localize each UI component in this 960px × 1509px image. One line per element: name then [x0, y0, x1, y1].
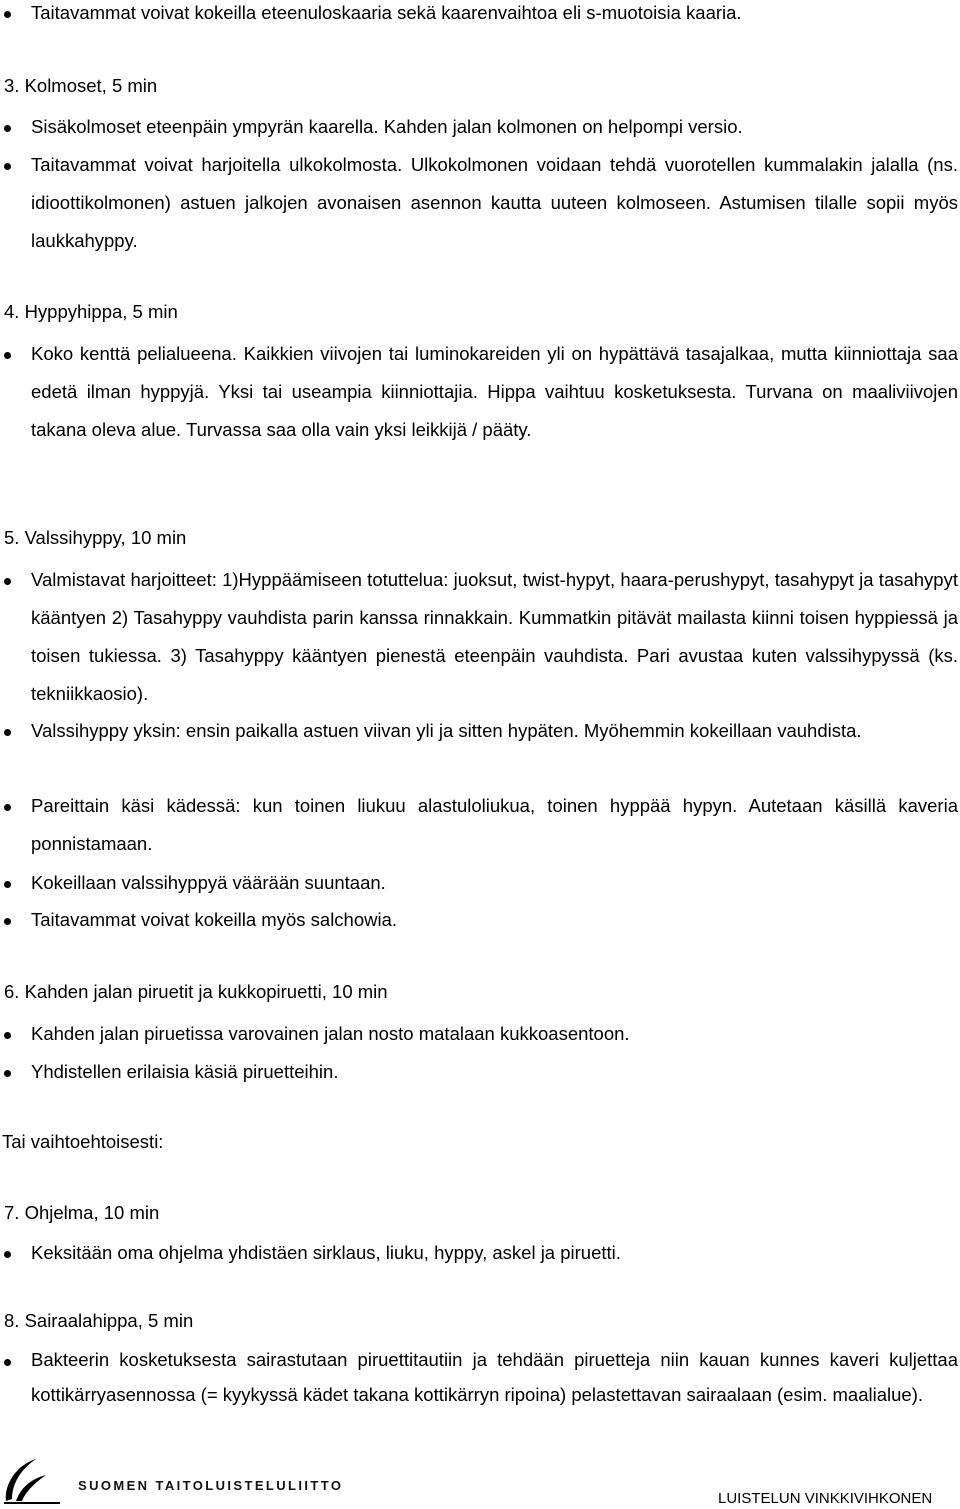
footer-organization: SUOMEN TAITOLUISTELULIITTO — [78, 1478, 344, 1493]
list-item-text: Koko kenttä pelialueena. Kaikkien viivojen tai luminokareiden yli on hypättävä tasajalkaa, mutta kiinniottaja saa edetä ilman hyppyjä. Yksi tai useampia kiinniottajia. Hippa vaihtuu kosketuksesta. Turvana on maaliviivojen takana oleva alue. Turvassa saa olla vain yksi leikkijä / pääty. — [31, 343, 958, 440]
list-item-text: Taitavammat voivat harjoitella ulkokolmosta. Ulkokolmonen voidaan tehdä vuorotellen kummalakin jalalla (ns. idioottikolmonen) astuen jalkojen avonaisen asennon kautta uuteen kolmoseen. Astumisen tilalle sopii myös laukkahyppy. — [31, 154, 958, 251]
skater-swoosh-logo-icon — [2, 1455, 62, 1505]
bullet-icon — [4, 1070, 11, 1077]
section-heading: 3. Kolmoset, 5 min — [4, 75, 158, 96]
alternative-label: Tai vaihtoehtoisesti: — [2, 1131, 164, 1152]
bullet-icon — [4, 125, 11, 132]
list-item-text: Valssihyppy yksin: ensin paikalla astuen viivan yli ja sitten hypäten. Myöhemmin kokeillaan vauhdista. — [31, 720, 862, 741]
bullet-icon — [4, 1032, 11, 1039]
list-item-text: Kahden jalan piruetissa varovainen jalan nosto matalaan kukkoasentoon. — [31, 1023, 630, 1044]
bullet-icon — [4, 11, 11, 18]
list-item-text: Pareittain käsi kädessä: kun toinen liukuu alastuloliukua, toinen hyppää hypyn. Autetaan käsillä kaveria ponnistamaan. — [31, 795, 958, 854]
list-item-text: Taitavammat voivat kokeilla eteenuloskaaria sekä kaarenvaihtoa eli s-muotoisia kaaria. — [31, 2, 742, 23]
bullet-icon — [4, 1359, 11, 1366]
bullet-icon — [4, 1251, 11, 1258]
bullet-icon — [4, 881, 11, 888]
bullet-icon — [4, 918, 11, 925]
list-item-text: Valmistavat harjoitteet: 1)Hyppäämiseen totuttelua: juoksut, twist-hypyt, haara-perushypyt, tasahypyt ja tasahypyt kääntyen 2) Tasahyppy vauhdista parin kanssa rinnakkain. Kummatkin pitävät mailasta kiinni toisen hyppiessä ja toisen tukiessa. 3) Tasahyppy kääntyen pienestä eteenpäin vauhdista. Pari avustaa kuten valssihypyssä (ks. tekniikkaosio). — [31, 569, 958, 704]
list-item-text: Keksitään oma ohjelma yhdistäen sirklaus, liuku, hyppy, askel ja piruetti. — [31, 1242, 621, 1263]
list-item-text: Bakteerin kosketuksesta sairastutaan piruettitautiin ja tehdään piruetteja niin kauan kunnes kaveri kuljettaa kottikärryasennossa (= kyykyssä kädet takana kottikärryn ripoina) pelastettavan sairaalaan (esim. maalialue). — [31, 1349, 958, 1405]
bullet-icon — [4, 352, 11, 359]
list-item-text: Sisäkolmoset eteenpäin ympyrän kaarella. Kahden jalan kolmonen on helpompi versio. — [31, 116, 743, 137]
bullet-icon — [4, 729, 11, 736]
section-heading: 8. Sairaalahippa, 5 min — [4, 1310, 194, 1331]
section-heading: 6. Kahden jalan piruetit ja kukkopiruetti, 10 min — [4, 981, 388, 1002]
bullet-icon — [4, 804, 11, 811]
footer-title: LUISTELUN VINKKIVIHKONEN — [718, 1490, 933, 1507]
list-item-text: Taitavammat voivat kokeilla myös salchowia. — [31, 909, 398, 930]
section-heading: 4. Hyppyhippa, 5 min — [4, 301, 178, 322]
section-heading: 5. Valssihyppy, 10 min — [4, 527, 187, 548]
list-item-text: Yhdistellen erilaisia käsiä piruetteihin. — [31, 1061, 339, 1082]
bullet-icon — [4, 163, 11, 170]
list-item-text: Kokeillaan valssihyppyä väärään suuntaan. — [31, 872, 386, 893]
section-heading: 7. Ohjelma, 10 min — [4, 1202, 160, 1223]
bullet-icon — [4, 578, 11, 585]
